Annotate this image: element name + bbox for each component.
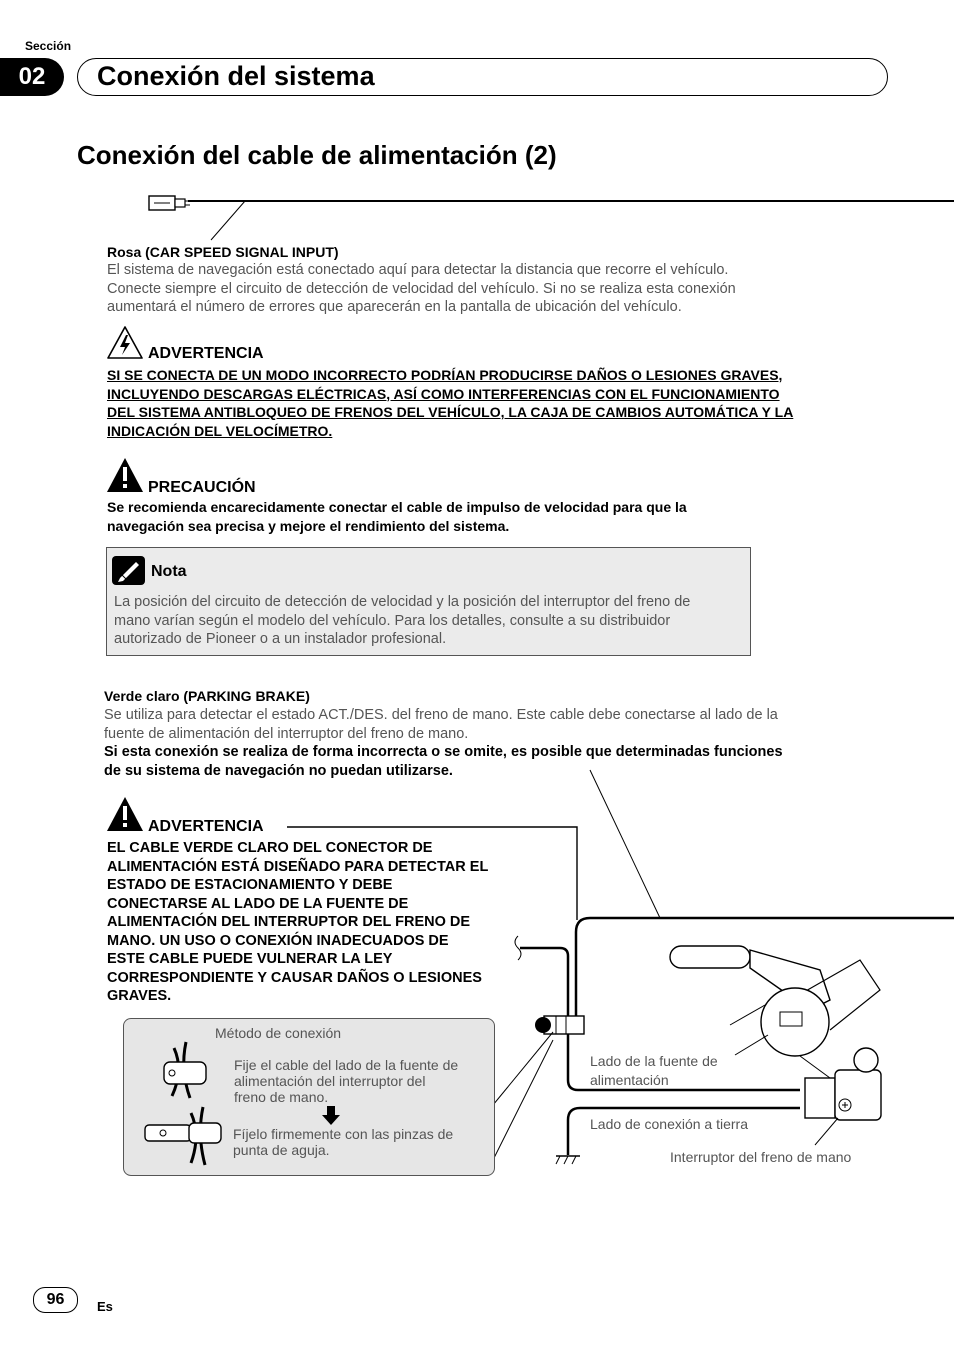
page-title: Conexión del cable de alimentación (2) <box>77 140 557 170</box>
pliers-icon <box>143 1105 225 1167</box>
page-number: 96 <box>33 1287 78 1313</box>
verde-bold-text: Si esta conexión se realiza de forma incorrecta o se omite, es posible que determinadas funciones de su sistema de navegación no puedan utilizarse. <box>104 744 783 779</box>
verde-text: Se utiliza para detectar el estado ACT./DES. del freno de mano. Este cable debe conectarse al lado de la fuente de alimentación del interruptor del freno de mano. <box>104 707 778 742</box>
connector-plug-illustration <box>145 190 255 242</box>
note-pencil-icon <box>112 556 145 585</box>
rosa-text: El sistema de navegación está conectado aquí para detectar la distancia que recorre el vehículo. Conecte siempre el circuito de detección de velocidad del vehículo. Si no se realiza esta conexión aumentará el número de errores que aparecerán en la pantalla de ubicación del vehículo. <box>107 262 736 315</box>
connection-method-title: Método de conexión <box>215 1025 342 1041</box>
warning-title-2: ADVERTENCIA <box>148 818 264 835</box>
section-title: Conexión del sistema <box>97 61 375 91</box>
arrow-down-icon <box>322 1106 340 1126</box>
wire-clip-icon <box>150 1040 220 1100</box>
warning-text-2: EL CABLE VERDE CLARO DEL CONECTOR DE ALIMENTACIÓN ESTÁ DISEÑADO PARA DETECTAR EL ESTADO DE ESTACIONAMIENTO Y DEBE CONECTARSE AL LADO DE LA FUENTE DE ALIMENTACIÓN DEL INTERRUPTOR DEL FRENO DE MANO. UN USO O CONEXIÓN INADECUADOS DE ESTE CABLE PUEDE VULNERAR LA LEY CORRESPONDIENTE Y CAUSAR DAÑOS O LESIONES GRAVES. <box>107 840 489 1004</box>
note-text: La posición del circuito de detección de velocidad y la posición del interruptor del freno de mano varían según el modelo del vehículo. Para los detalles, consulte a su distribuidor autorizado de Pioneer o a un instalador profesional. <box>114 594 691 647</box>
warning-text-1: SI SE CONECTA DE UN MODO INCORRECTO PODRÍAN PRODUCIRSE DAÑOS O LESIONES GRAVES, INCLUYENDO DESCARGAS ELÉCTRICAS, ASÍ COMO INTERFERENCIAS CON EL FUNCIONAMIENTO DEL SISTEMA ANTIBLOQUEO DE FRENOS DEL VEHÍCULO, LA CAJA DE CAMBIOS AUTOMÁTICA Y LA INDICACIÓN DEL VELOCÍMETRO. <box>107 367 794 439</box>
section-label: Sección <box>25 39 72 53</box>
note-title: Nota <box>151 563 187 580</box>
pink-wire <box>188 200 954 202</box>
warning-title-1: ADVERTENCIA <box>148 345 264 362</box>
caution-text: Se recomienda encarecidamente conectar el cable de impulso de velocidad para que la navegación sea precisa y mejore el rendimiento del sistema. <box>107 499 687 534</box>
language-label: Es <box>97 1299 113 1314</box>
step1-text: Fije el cable del lado de la fuente de alimentación del interruptor del freno de mano. <box>234 1057 459 1105</box>
parking-brake-switch-label: Interruptor del freno de mano <box>670 1149 852 1165</box>
rosa-label: Rosa (CAR SPEED SIGNAL INPUT) <box>107 244 339 260</box>
ground-side-label: Lado de conexión a tierra <box>590 1116 748 1132</box>
electric-warning-icon <box>106 325 144 361</box>
caution-title: PRECAUCIÓN <box>148 479 256 496</box>
section-number: 02 <box>0 58 64 96</box>
step2-text: Fíjelo firmemente con las pinzas de punta de aguja. <box>233 1126 454 1158</box>
caution-icon <box>106 457 144 493</box>
power-side-label: Lado de la fuente de alimentación <box>590 1053 718 1088</box>
verde-label: Verde claro (PARKING BRAKE) <box>104 688 310 704</box>
